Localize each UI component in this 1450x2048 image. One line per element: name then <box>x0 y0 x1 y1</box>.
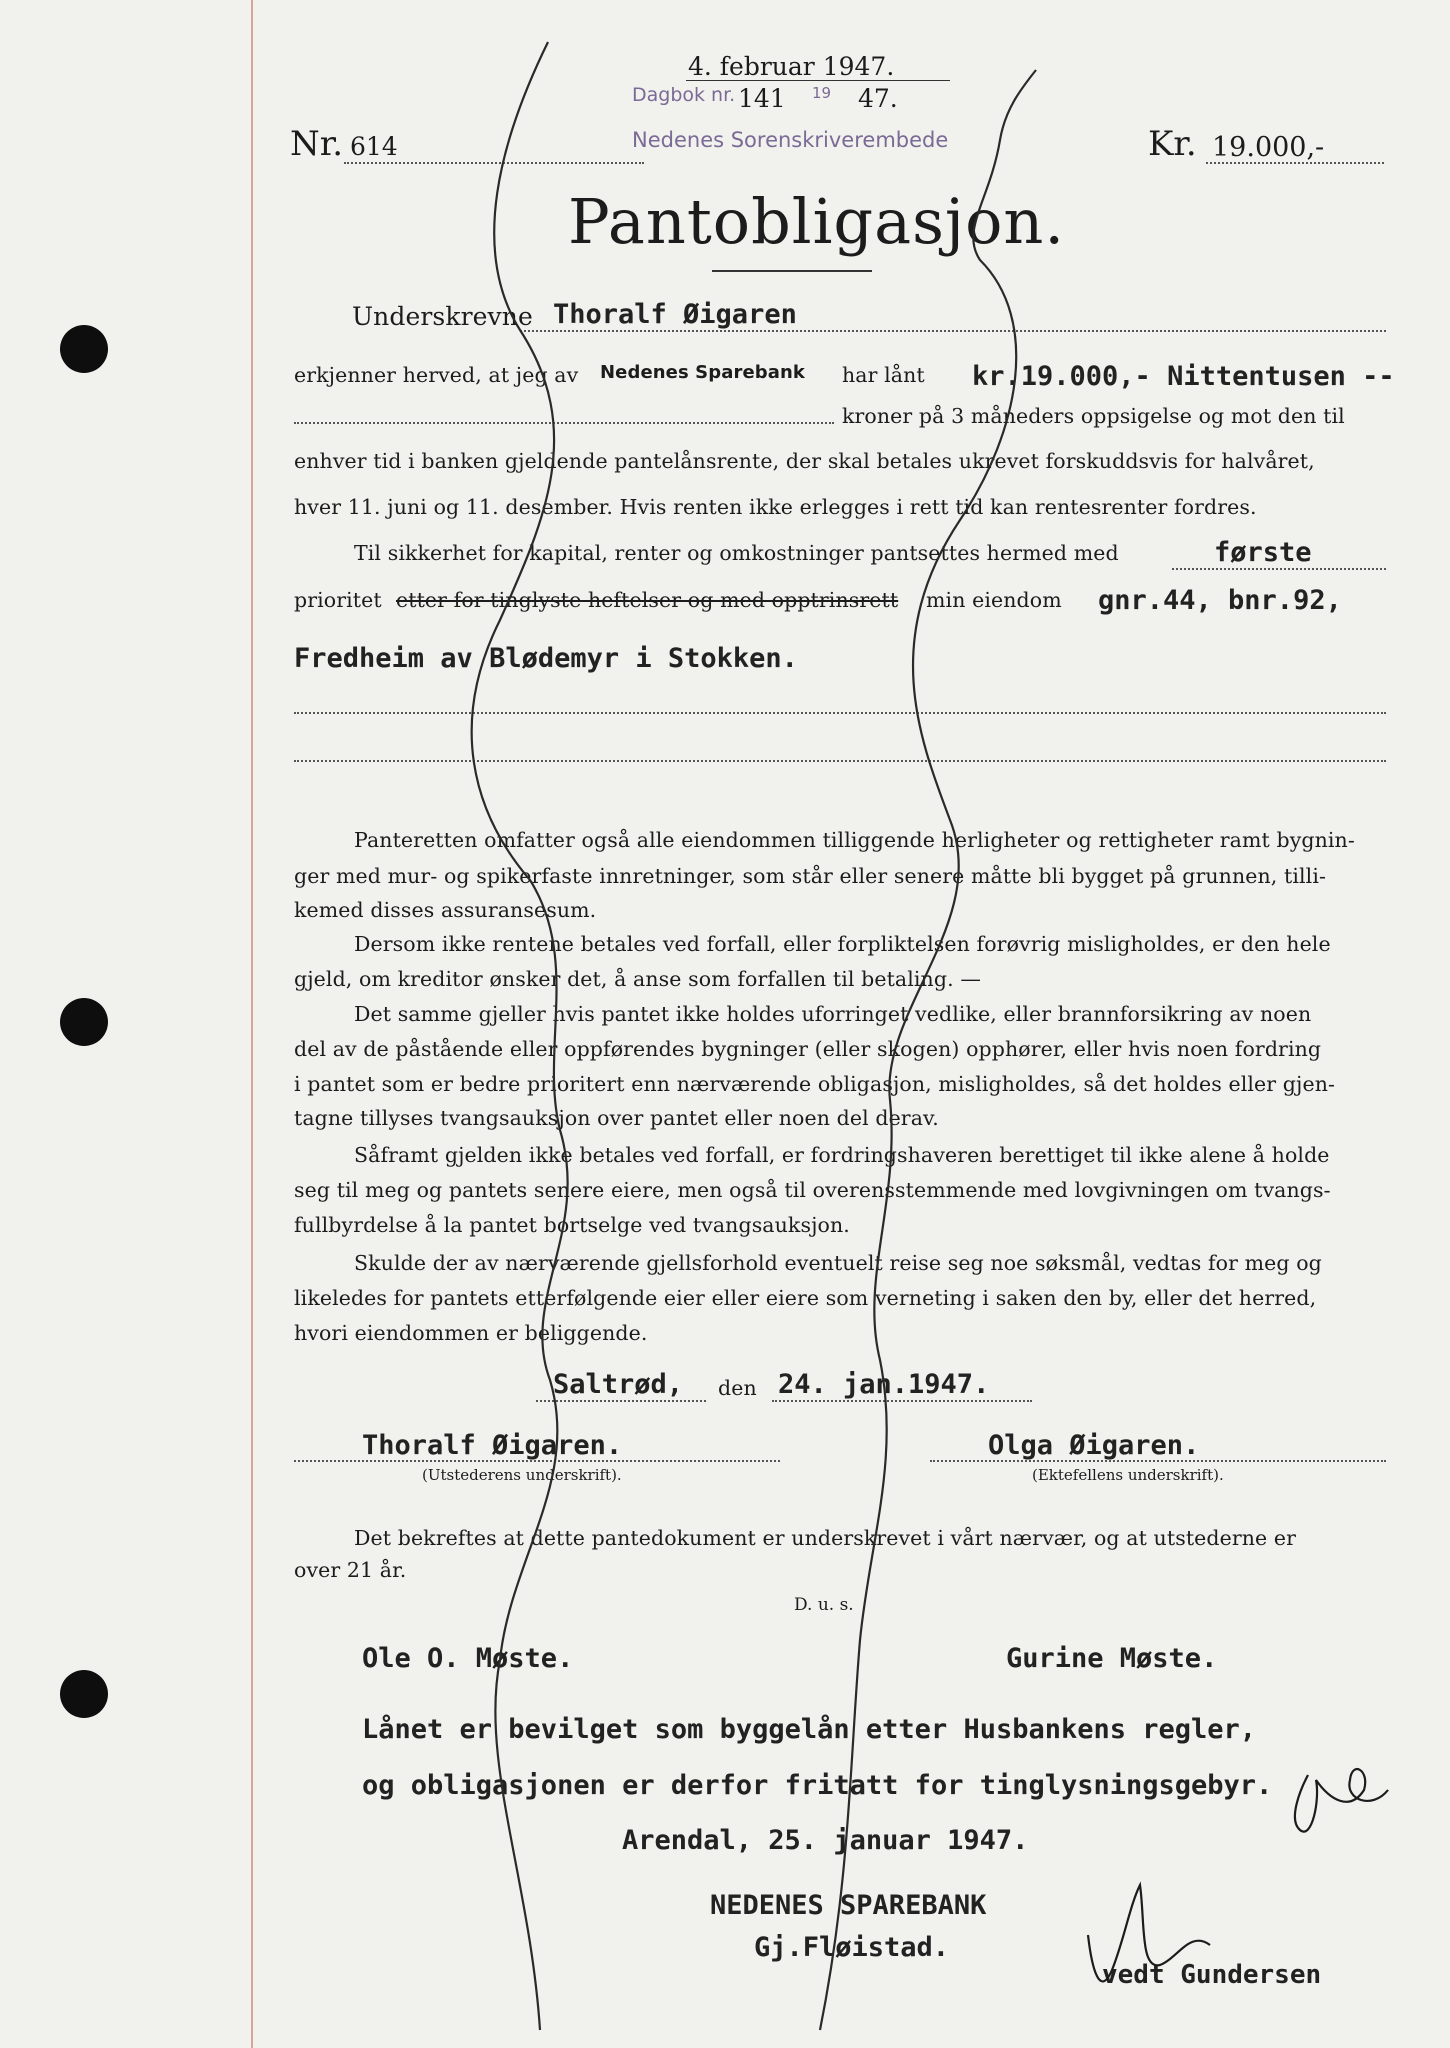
p1-l1: Panteretten omfatter også alle eiendommen tilliggende herligheter og rettigheter ramt bygnin- <box>354 828 1355 852</box>
line4: hver 11. juni og 11. desember. Hvis renten ikke erlegges i rett tid kan rentesrenter fordres. <box>294 495 1257 519</box>
p2-l1: Dersom ikke rentene betales ved forfall, eller forpliktelsen forøvrig misligholdes, er den hele <box>354 932 1331 956</box>
issuer-caption: (Utstederens underskrift). <box>422 1466 622 1484</box>
p4-l2: seg til meg og pantets senere eiere, men også til overensstemmende med lovgivningen om tvangs- <box>294 1178 1331 1202</box>
property-desc: Fredheim av Blødemyr i Stokken. <box>294 643 798 674</box>
nr-value: 614 <box>350 132 398 161</box>
line3: enhver tid i banken gjeldende pantelånsrente, der skal betales ukrevet forskuddsvis for halvåret, <box>294 449 1315 473</box>
p3-l1: Det samme gjeller hvis pantet ikke holdes uforringet vedlike, eller brannforsikring av noen <box>354 1002 1312 1026</box>
witness-text-l2: over 21 år. <box>294 1558 407 1582</box>
stamp-dagbok-number: 141 <box>738 84 786 113</box>
p3-l4: tagne tillyses tvangsauksjon over pantet eller noen del derav. <box>294 1106 939 1130</box>
spouse-caption: (Ektefellens underskrift). <box>1032 1466 1224 1484</box>
property-ref: gnr.44, bnr.92, <box>1098 585 1342 616</box>
note-line3: Arendal, 25. januar 1947. <box>622 1825 1029 1856</box>
p4-l1: Såframt gjelden ikke betales ved forfall, er fordringshaveren berettiget til ikke alene å holde <box>354 1143 1330 1167</box>
line1-a: erkjenner herved, at jeg av <box>294 363 579 387</box>
stamp-dagbok-label: Dagbok nr. <box>632 84 736 106</box>
witness2-name: Gurine Møste. <box>1006 1643 1218 1674</box>
note-line6: vedt Gundersen <box>1102 1960 1322 1990</box>
line5: Til sikkerhet for kapital, renter og omkostninger pantsettes hermed med <box>354 541 1119 565</box>
signing-den: den <box>718 1376 757 1400</box>
priority: første <box>1214 537 1312 568</box>
dus-label: D. u. s. <box>794 1595 854 1615</box>
kr-value: 19.000,- <box>1212 132 1325 163</box>
p5-l1: Skulde der av nærværende gjellsforhold eventuelt reise seg noe søksmål, vedtas for meg og <box>354 1251 1322 1275</box>
signing-date: 24. jan.1947. <box>778 1369 990 1400</box>
stamp-office: Nedenes Sorenskriverembede <box>632 128 949 152</box>
line1-b: har lånt <box>842 363 925 387</box>
loan-amount: kr.19.000,- Nittentusen -- <box>972 361 1395 392</box>
line6-a: prioritet <box>294 588 382 612</box>
cancellation-wave-right <box>820 70 1036 2030</box>
issuer-name: Thoralf Øigaren. <box>362 1430 623 1461</box>
spouse-name: Olga Øigaren. <box>988 1430 1200 1461</box>
witness-text-l1: Det bekreftes at dette pantedokument er underskrevet i vårt nærvær, og at utstederne er <box>354 1526 1297 1550</box>
p5-l3: hvori eiendommen er beliggende. <box>294 1321 648 1345</box>
p3-l2: del av de påstående eller oppførendes bygninger (eller skogen) opphører, eller hvis noen fordring <box>294 1037 1322 1061</box>
page-title: Pantobligasjon. <box>568 185 1066 258</box>
note-line1: Lånet er bevilget som byggelån etter Husbankens regler, <box>362 1714 1257 1745</box>
kr-label: Kr. <box>1148 124 1197 164</box>
bank-name: Nedenes Sparebank <box>600 362 805 383</box>
undersigned-label: Underskrevne <box>352 302 533 331</box>
line6-struck: etter for tinglyste heftelser og med opptrinsrett <box>396 588 899 612</box>
stamp-year-prefix: 19 <box>812 84 832 102</box>
note-line2: og obligasjonen er derfor fritatt for tinglysningsgebyr. <box>362 1770 1273 1801</box>
p1-l3: kemed disses assuransesum. <box>294 898 597 922</box>
handwritten-initials <box>1295 1769 1388 1831</box>
p5-l2: likeledes for pantets etterfølgende eier eller eiere som verneting i saken den by, eller det herred, <box>294 1286 1317 1310</box>
handwritten-signature <box>1088 1885 1210 1981</box>
note-line4: NEDENES SPAREBANK <box>710 1890 987 1921</box>
line6-b: min eiendom <box>926 588 1062 612</box>
note-line5: Gj.Fløistad. <box>754 1932 950 1963</box>
signing-place: Saltrød, <box>553 1369 684 1400</box>
p3-l3: i pantet som er bedre prioritert enn nærværende obligasjon, misligholdes, så det holdes eller gjen- <box>294 1072 1336 1096</box>
line2: kroner på 3 måneders oppsigelse og mot den til <box>842 404 1345 428</box>
p2-l2: gjeld, om kreditor ønsker det, å anse som forfallen til betaling. — <box>294 967 981 991</box>
p4-l3: fullbyrdelse å la pantet bortselge ved tvangsauksjon. <box>294 1213 850 1237</box>
cancellation-wave-left <box>472 42 568 2030</box>
witness1-name: Ole O. Møste. <box>362 1643 574 1674</box>
nr-label: Nr. <box>290 124 344 164</box>
stamp-date: 4. februar 1947. <box>688 52 895 81</box>
debtor-name: Thoralf Øigaren <box>553 299 797 330</box>
stamp-dagbok-year: 47. <box>858 84 898 113</box>
p1-l2: ger med mur- og spikerfaste innretninger, som står eller senere måtte bli bygget på grunnen, tilli- <box>294 864 1327 888</box>
